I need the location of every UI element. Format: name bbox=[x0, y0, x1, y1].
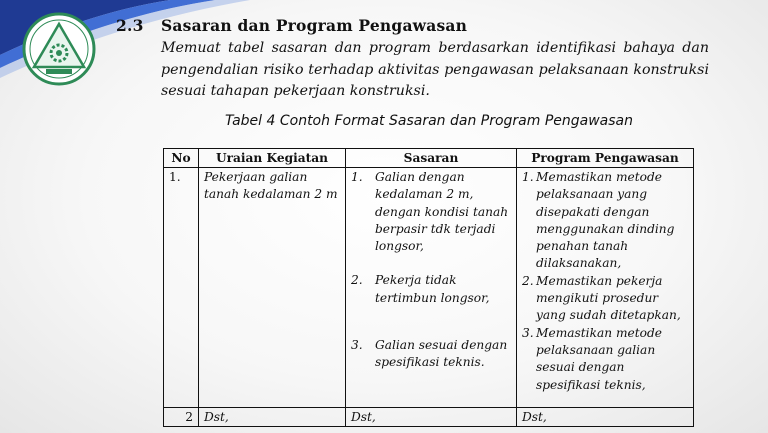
section-number: 2.3 bbox=[116, 16, 144, 35]
header-no: No bbox=[164, 149, 199, 168]
sasaran-item: 2. Pekerja tidak tertimbun longsor, bbox=[351, 273, 490, 305]
row-sasaran: Dst, bbox=[346, 407, 517, 426]
row-no: 1. bbox=[164, 168, 199, 408]
section-title: Sasaran dan Program Pengawasan bbox=[161, 16, 468, 35]
section-paragraph: Memuat tabel sasaran dan program berdasarkan identifikasi bahaya dan pengendalian risiko terhadap aktivitas pengawasan pelaksanaan konstruksi sesuai tahapan pekerjaan konstruksi. bbox=[161, 40, 709, 99]
row-uraian: Pekerjaan galian tanah kedalaman 2 m bbox=[199, 168, 346, 408]
program-item: 2. Memastikan pekerja mengikuti prosedur yang sudah ditetapkan, bbox=[522, 273, 681, 323]
header-program: Program Pengawasan bbox=[517, 149, 694, 168]
program-item: 3. Memastikan metode pelaksanaan galian sesuai dengan spesifikasi teknis, bbox=[522, 325, 662, 392]
section-heading bbox=[116, 16, 467, 35]
row-uraian: Dst, bbox=[199, 407, 346, 426]
table-caption: Tabel 4 Contoh Format Sasaran dan Program Pengawasan bbox=[225, 113, 634, 129]
table-row bbox=[164, 168, 694, 408]
row-no: 2 bbox=[164, 407, 199, 426]
header-uraian: Uraian Kegiatan bbox=[199, 149, 346, 168]
sasaran-item: 1. Galian dengan kedalaman 2 m, dengan kondisi tanah berpasir tdk terjadi longsor, bbox=[351, 170, 509, 254]
institution-logo bbox=[22, 12, 96, 86]
header-sasaran: Sasaran bbox=[346, 149, 517, 168]
row-sasaran bbox=[346, 168, 517, 408]
program-item: 1. Memastikan metode pelaksanaan yang disepakati dengan menggunakan dinding penahan tanah dilaksanakan, bbox=[522, 170, 675, 271]
sasaran-item: 3. Galian sesuai dengan spesifikasi teknis. bbox=[351, 338, 508, 370]
table-header-row bbox=[164, 149, 694, 168]
row-program: Dst, bbox=[517, 407, 694, 426]
table-row bbox=[164, 407, 694, 426]
row-program bbox=[517, 168, 694, 408]
targets-program-table bbox=[163, 148, 694, 427]
